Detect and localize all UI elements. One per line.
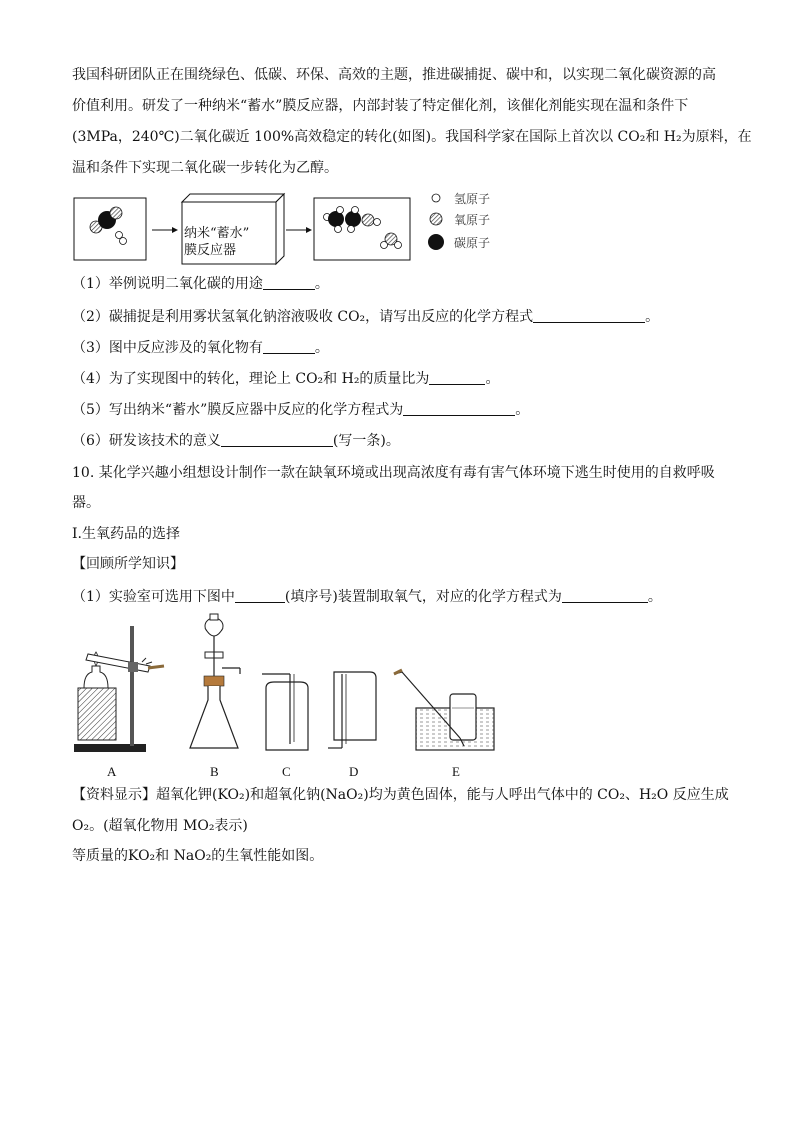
hydrogen-atom <box>120 238 127 245</box>
question-10-1: （1）实验室可选用下图中 (填序号)装置制取氧气，对应的化学方程式为 。 <box>72 589 662 605</box>
apparatus-a <box>74 626 164 752</box>
answer-blank[interactable] <box>403 403 515 416</box>
apparatus-figure <box>72 612 502 758</box>
apparatus-label-e: E <box>452 764 460 779</box>
carbon-atom <box>345 211 361 227</box>
legend-hydrogen-symbol <box>432 194 440 202</box>
legend-oxygen-symbol <box>430 213 442 225</box>
hydrogen-atom <box>374 219 381 226</box>
reactants-box <box>74 198 146 260</box>
oxygen-atom <box>110 207 122 219</box>
info-line-1: 【资料显示】超氧化钾(KO₂)和超氧化钠(NaO₂)均为黄色固体，能与人呼出气体中的 CO₂、H₂O 反应生成 <box>72 787 729 803</box>
question-3: （3）图中反应涉及的氧化物有 。 <box>72 340 329 356</box>
intro-paragraph <box>72 60 752 184</box>
hydrogen-atom <box>395 242 402 249</box>
intro-line: 温和条件下实现二氧化碳一步转化为乙醇。 <box>72 160 338 176</box>
products-box <box>314 198 410 260</box>
question-2: （2）碳捕捉是利用雾状氢氧化钠溶液吸收 CO₂，请写出反应的化学方程式 。 <box>72 309 660 325</box>
intro-line: 我国科研团队正在围绕绿色、低碳、环保、高效的主题，推进碳捕捉、碳中和，以实现二氧化碳资源的高 <box>72 67 716 83</box>
reactor-side <box>276 194 284 264</box>
hydrogen-atom <box>335 226 342 233</box>
reactor-label-line2: 膜反应器 <box>184 243 237 258</box>
problem-10-line1: 10. 某化学兴趣小组想设计制作一款在缺氧环境或出现高浓度有毒有害气体环境下逃生时使用的自救呼吸 <box>72 465 715 481</box>
legend-carbon: 碳原子 <box>454 236 491 250</box>
apparatus-e <box>394 670 494 750</box>
legend-carbon-symbol <box>428 234 444 250</box>
arrow-head <box>306 227 312 233</box>
apparatus-c <box>262 674 308 750</box>
oxygen-atom <box>362 214 374 226</box>
arrow-head <box>172 227 178 233</box>
hydrogen-atom <box>337 207 344 214</box>
apparatus-label-d: D <box>349 764 359 779</box>
info-line-2: O₂。(超氧化物用 MO₂表示) <box>72 818 248 834</box>
question-4: （4）为了实现图中的转化，理论上 CO₂和 H₂的质量比为 。 <box>72 371 500 387</box>
answer-blank[interactable] <box>235 590 285 603</box>
answer-blank[interactable] <box>263 341 315 354</box>
intro-line: (3MPa，240℃)二氧化碳近 100%高效稳定的转化(如图)。我国科学家在国际上首次以 CO₂和 H₂为原料，在 <box>72 129 752 145</box>
reaction-diagram <box>72 186 492 266</box>
hydrogen-atom <box>381 242 388 249</box>
reactor-top <box>182 194 284 202</box>
review-heading: 【回顾所学知识】 <box>72 556 184 572</box>
legend-hydrogen: 氢原子 <box>454 192 491 206</box>
problem-10-line2: 器。 <box>72 495 100 511</box>
apparatus-d <box>328 672 376 748</box>
question-1: （1）举例说明二氧化碳的用途 。 <box>72 276 329 292</box>
apparatus-label-a: A <box>107 764 117 779</box>
question-6: （6）研发该技术的意义 (写一条)。 <box>72 433 400 449</box>
answer-blank[interactable] <box>263 277 315 290</box>
answer-blank[interactable] <box>562 590 648 603</box>
answer-blank[interactable] <box>533 310 645 323</box>
apparatus-label-c: C <box>282 764 291 779</box>
legend-oxygen: 氧原子 <box>454 213 491 227</box>
final-line: 等质量的KO₂和 NaO₂的生氧性能如图。 <box>72 848 324 864</box>
reactor-label-line1: 纳米“蓄水” <box>184 226 250 241</box>
answer-blank[interactable] <box>221 434 333 447</box>
apparatus-label-b: B <box>210 764 219 779</box>
answer-blank[interactable] <box>429 372 485 385</box>
apparatus-b <box>190 614 240 748</box>
hydrogen-atom <box>348 226 355 233</box>
section-heading: I.生氧药品的选择 <box>72 526 180 542</box>
question-5: （5）写出纳米“蓄水”膜反应器中反应的化学方程式为 。 <box>72 402 530 418</box>
hydrogen-atom <box>352 207 359 214</box>
intro-line: 价值利用。研发了一种纳米“蓄水”膜反应器，内部封装了特定催化剂，该催化剂能实现在温和条件下 <box>72 98 689 114</box>
